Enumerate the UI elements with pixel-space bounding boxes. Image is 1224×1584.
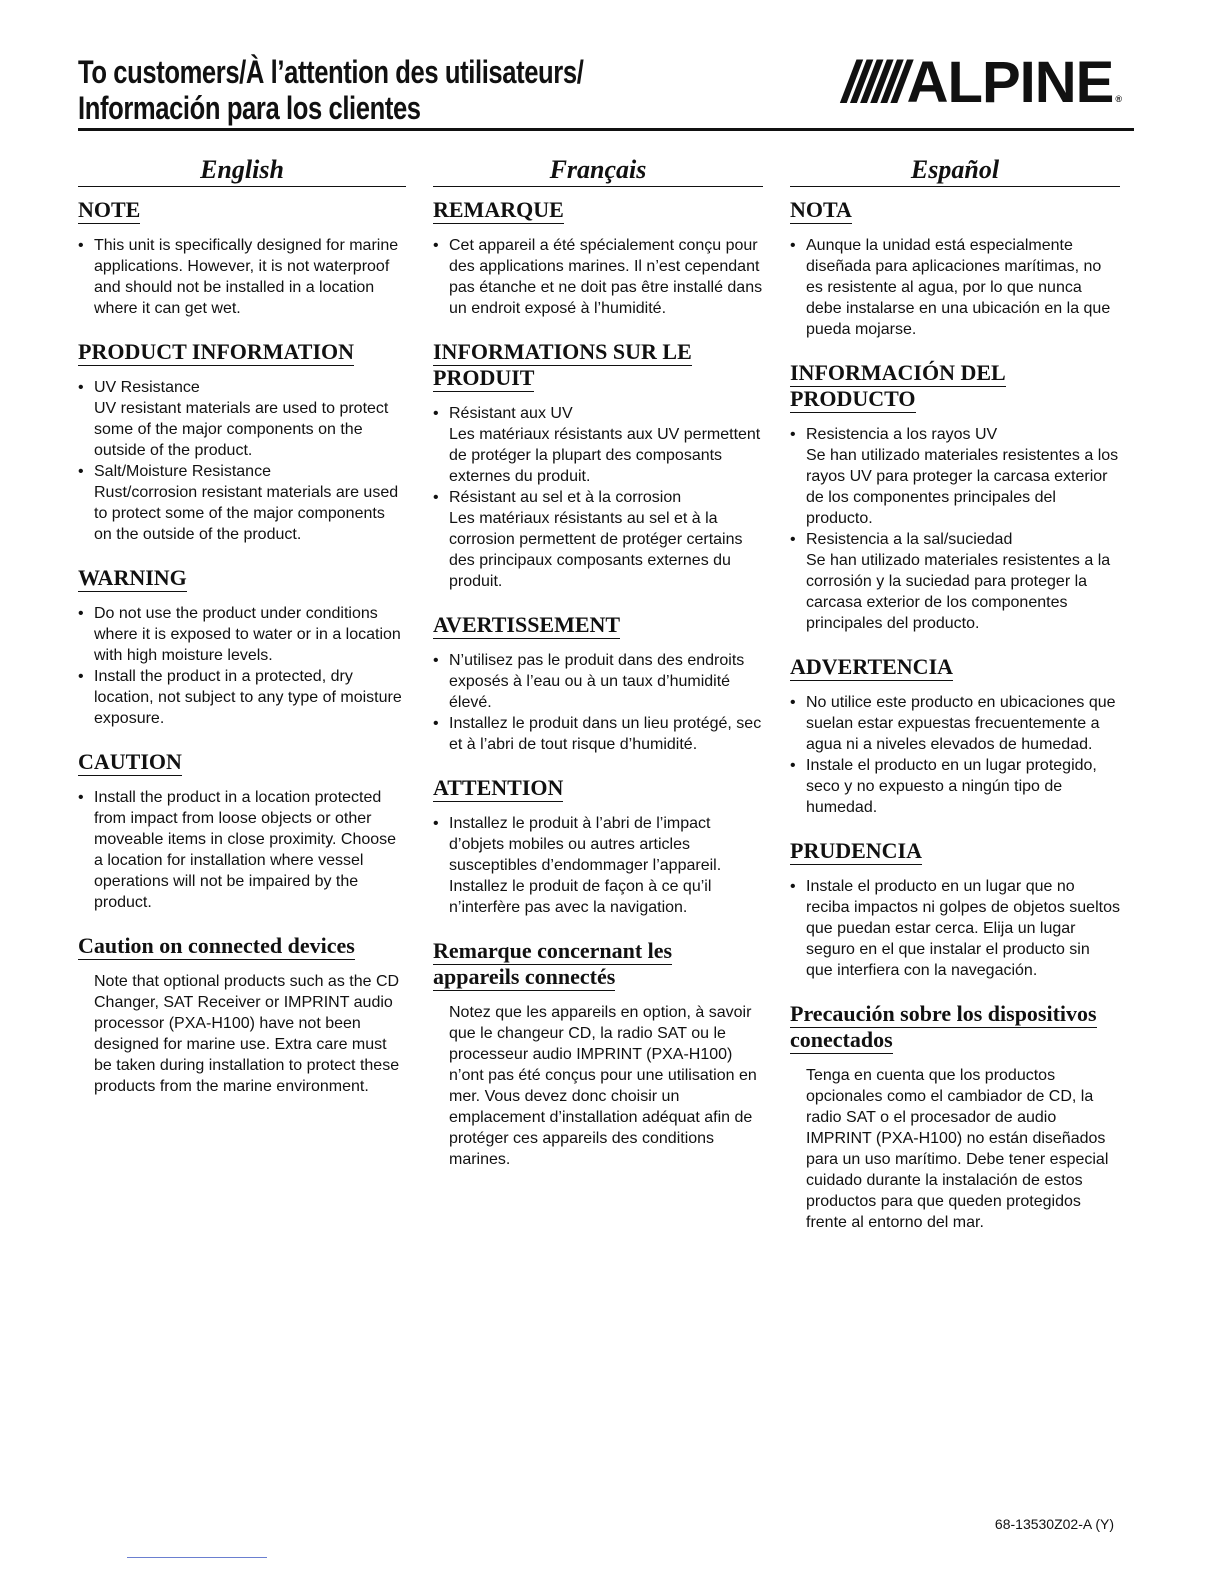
- note-list: [78, 235, 406, 319]
- header-rule: [78, 128, 1134, 131]
- item-title: • Resistencia a los rayos UV: [806, 426, 998, 443]
- section-heading-caution: ATTENTION: [433, 775, 564, 800]
- section-heading-note: NOTA: [790, 197, 852, 222]
- section-heading-warning: ADVERTENCIA: [790, 654, 954, 679]
- list-item: [78, 377, 406, 461]
- caution-list: [78, 787, 406, 913]
- item-text: Rust/corrosion resistant materials are used to protect some of the major components on the outside of the product.: [94, 484, 399, 543]
- section-heading-product-information: INFORMACIÓN DEL PRODUCTO: [790, 360, 1006, 411]
- logo-registered-mark: ®: [1115, 94, 1120, 104]
- list-item: • Cet appareil a été spécialement conçu pour des applications marines. Il n’est cependant pas étanche et ne doit pas être installé dans un endroit exposé à l’humidité.: [433, 235, 763, 319]
- list-item: • Installez le produit dans un lieu protégé, sec et à l’abri de tout risque d’humidité.: [433, 713, 763, 755]
- note-list: [790, 235, 1120, 340]
- section-heading-connected-devices: Caution on connected devices: [78, 933, 355, 958]
- product-information-list: [433, 403, 763, 592]
- warning-list: [790, 692, 1120, 818]
- caution-list: [433, 813, 763, 918]
- product-information-list: [790, 424, 1120, 634]
- language-title: Español: [790, 154, 1120, 187]
- logo-slashes: //////: [841, 50, 903, 115]
- item-title: • Resistencia a la sal/suciedad: [806, 531, 1013, 548]
- section-heading-warning: WARNING: [78, 565, 187, 590]
- section-heading-caution: CAUTION: [78, 749, 182, 774]
- connected-devices-text: Tenga en cuenta que los productos opcionales como el cambiador de CD, la radio SAT o el procesador de audio IMPRINT (PXA-H100) no están diseñados para un uso marítimo. Debe tener especial cuidado durante la instalación de estos productos para que queden protegidos frente al entorno del mar.: [806, 1067, 1109, 1231]
- item-text: Se han utilizado materiales resistentes a la corrosión y la suciedad para proteger la carcasa exterior de los componentes principales del producto.: [806, 552, 1111, 632]
- item-title: • UV Resistance: [94, 379, 200, 396]
- logo-text: ALPINE: [906, 50, 1114, 115]
- list-item: [790, 424, 1120, 529]
- list-item: • Instale el producto en un lugar protegido, seco y no expuesto a ningún tipo de humedad.: [790, 755, 1120, 818]
- section-heading-connected-devices: Precaución sobre los dispositivos conectados: [790, 1001, 1097, 1052]
- item-text: Les matériaux résistants aux UV permettent de protéger la plupart des composants externes du produit.: [449, 426, 761, 485]
- caution-list: [790, 876, 1120, 981]
- connected-devices-text: Notez que les appareils en option, à savoir que le changeur CD, la radio SAT ou le processeur audio IMPRINT (PXA-H100) n’ont pas été conçus pour une utilisation en mer. Vous devez donc choisir un emplacement d’installation adéquat afin de protéger ces appareils des conditions marines.: [449, 1004, 757, 1168]
- column-spanish: [790, 154, 1120, 1253]
- alpine-logo: [842, 52, 1120, 130]
- item-title: • Résistant au sel et à la corrosion: [449, 489, 682, 506]
- item-text: UV resistant materials are used to protect some of the major components on the outside of the product.: [94, 400, 389, 459]
- connected-devices-text: Note that optional products such as the CD Changer, SAT Receiver or IMPRINT audio processor (PXA-H100) have not been designed for marine use. Extra care must be taken during installation to protect these products from the marine environment.: [94, 973, 400, 1095]
- list-item: • N’utilisez pas le produit dans des endroits exposés à l’eau ou à un taux d’humidité élevé.: [433, 650, 763, 713]
- document-code: 68-13530Z02-A (Y): [994, 1516, 1114, 1532]
- list-item: • Aunque la unidad está especialmente diseñada para aplicaciones marítimas, no es resistente al agua, por lo que nunca debe instalarse en una ubicación en la que pueda mojarse.: [790, 235, 1120, 340]
- item-text: Se han utilizado materiales resistentes a los rayos UV para proteger la carcasa exterior de los componentes principales del producto.: [806, 447, 1119, 527]
- list-item: • Installez le produit à l’abri de l’impact d’objets mobiles ou autres articles susceptibles d’endommager l’appareil. Installez le produit de façon à ce qu’il n’interfère pas avec la navigation.: [433, 813, 763, 918]
- item-text: Les matériaux résistants au sel et à la corrosion permettent de protéger certains des principaux composants externes du produit.: [449, 510, 743, 590]
- item-title: • Résistant aux UV: [449, 405, 573, 422]
- title-line-2: Información para los clientes: [78, 90, 421, 126]
- page-title: [78, 54, 583, 126]
- list-item: [433, 403, 763, 487]
- product-information-list: [78, 377, 406, 545]
- section-heading-warning: AVERTISSEMENT: [433, 612, 621, 637]
- warning-list: [433, 650, 763, 755]
- language-title: English: [78, 154, 406, 187]
- column-french: [433, 154, 763, 1190]
- section-heading-caution: PRUDENCIA: [790, 838, 922, 863]
- section-heading-product-information: INFORMATIONS SUR LE PRODUIT: [433, 339, 692, 390]
- title-line-1: To customers/À l’attention des utilisateurs/: [78, 54, 584, 90]
- list-item: • Install the product in a location protected from impact from loose objects or other moveable items in close proximity. Choose a location for installation where vessel operations will not be impaired by the product.: [78, 787, 406, 913]
- list-item: [433, 487, 763, 592]
- section-heading-product-information: PRODUCT INFORMATION: [78, 339, 355, 364]
- list-item: • Do not use the product under conditions where it is exposed to water or in a location with high moisture levels.: [78, 603, 406, 666]
- bottom-divider: [127, 1557, 267, 1558]
- warning-list: [78, 603, 406, 729]
- section-heading-note: REMARQUE: [433, 197, 564, 222]
- column-english: [78, 154, 406, 1117]
- note-list: [433, 235, 763, 319]
- language-title: Français: [433, 154, 763, 187]
- list-item: [78, 461, 406, 545]
- page-header: [78, 46, 1130, 132]
- section-heading-note: NOTE: [78, 197, 141, 222]
- list-item: • Install the product in a protected, dry location, not subject to any type of moisture exposure.: [78, 666, 406, 729]
- list-item: • This unit is specifically designed for marine applications. However, it is not waterproof and should not be installed in a location where it can get wet.: [78, 235, 406, 319]
- item-title: • Salt/Moisture Resistance: [94, 463, 271, 480]
- section-heading-connected-devices: Remarque concernant les appareils connectés: [433, 938, 673, 989]
- list-item: • Instale el producto en un lugar que no reciba impactos ni golpes de objetos sueltos que puedan estar cerca. Elija un lugar seguro en el que instalar el producto sin que interfiera con la navegación.: [790, 876, 1120, 981]
- list-item: • No utilice este producto en ubicaciones que suelan estar expuestas frecuentemente a agua ni a niveles elevados de humedad.: [790, 692, 1120, 755]
- list-item: [790, 529, 1120, 634]
